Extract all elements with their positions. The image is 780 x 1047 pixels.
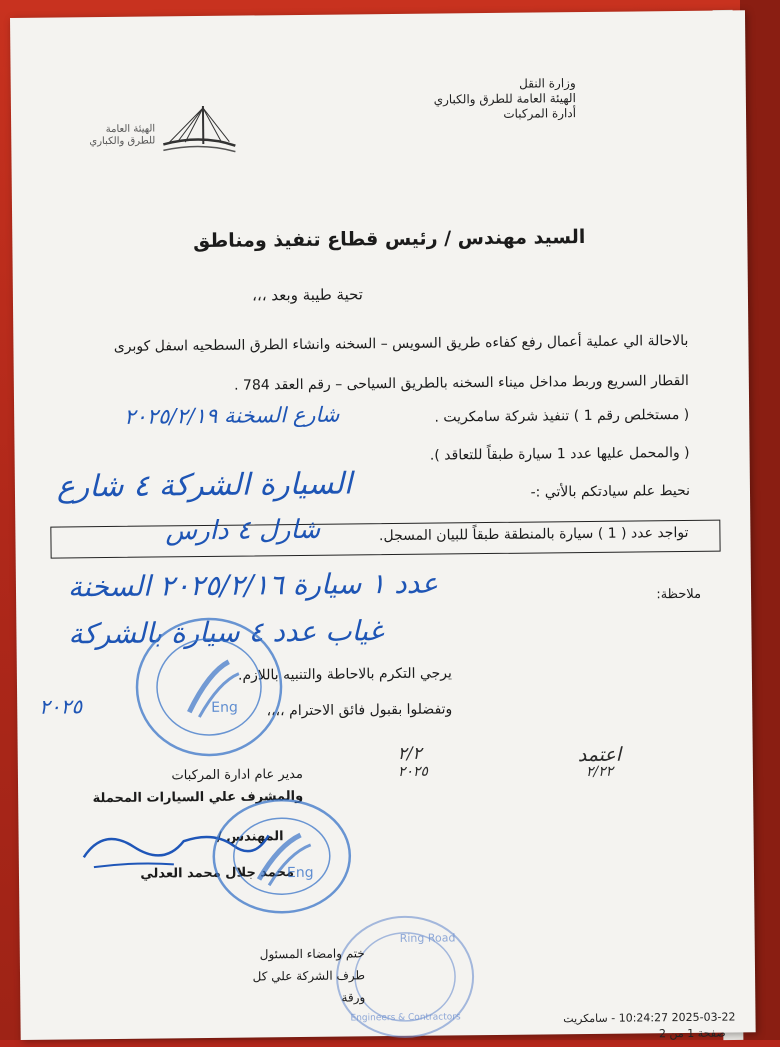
logo-text-line1: الهيئة العامة bbox=[59, 123, 155, 136]
closing-line: وتفضلوا بقبول فائق الاحترام ،،،، bbox=[267, 701, 453, 719]
handwritten-company-note: السيارة الشركة ٤ شارع bbox=[57, 466, 353, 504]
sig-title-1: مدير عام ادارة المركبات bbox=[171, 767, 303, 783]
document-page bbox=[10, 10, 756, 1040]
right-signature-approve: اعتمد bbox=[578, 744, 622, 766]
mid-signature-top: ٢/٢ bbox=[398, 744, 422, 764]
company-sig-line-3: ورقة bbox=[341, 990, 365, 1004]
sig-title-2: والمشرف علي السيارات المحملة bbox=[93, 789, 304, 806]
note-label: ملاحظة: bbox=[656, 587, 701, 602]
company-sig-line-1: ختم وامضاء المسئول bbox=[260, 946, 365, 961]
stamp-3-top-text: Ring Road bbox=[400, 931, 456, 945]
logo-caption bbox=[59, 123, 155, 148]
body-line-4: ( والمحمل عليها عدد 1 سيارة طبقاً للتعاقد ). bbox=[430, 445, 690, 464]
right-signature-date: ٢/٢٢ bbox=[586, 764, 613, 780]
request-line: يرجي التكرم بالاحاطة والتنبيه باللازم. bbox=[238, 665, 452, 683]
bridge-icon bbox=[163, 106, 235, 153]
boxed-text: تواجد عدد ( 1 ) سيارة بالمنطقة طبقاً للبيان المسجل. bbox=[379, 525, 689, 544]
greeting: تحية طيبة وبعد ،،، bbox=[252, 285, 363, 304]
body-line-1: بالاحالة الي عملية أعمال رفع كفاءه طريق السويس – السخنه وانشاء الطرق السطحيه اسفل كوبرى bbox=[114, 333, 689, 355]
logo-text-line2: للطرق والكباري bbox=[59, 135, 155, 148]
footer-timestamp: 2025-03-22 10:24:27 - سامكريت bbox=[563, 1010, 735, 1025]
body-line-5: نحيط علم سيادتكم بالأتي :- bbox=[530, 483, 690, 501]
header-line-authority: الهيئة العامة للطرق والكباري bbox=[434, 91, 576, 107]
company-sig-line-2: طرف الشركة علي كل bbox=[253, 968, 366, 983]
sig-name: محمد جلال محمد العدلي bbox=[140, 865, 294, 882]
footer-page-number: صفحة 1 من 2 bbox=[659, 1027, 726, 1041]
addressee: السيد مهندس / رئيس قطاع تنفيذ ومناطق bbox=[193, 226, 585, 252]
stamp-2-label: Eng bbox=[287, 865, 314, 881]
body-line-3: ( مستخلص رقم 1 ) تنفيذ شركة سامكريت . bbox=[434, 407, 689, 426]
handwritten-left-mark: ٢٠٢٥ bbox=[39, 694, 82, 718]
handwritten-note-1: عدد ١ سيارة ٢٠٢٥/٢/١٦ السخنة bbox=[68, 567, 438, 604]
blue-stamp-1 bbox=[128, 611, 290, 763]
header-line-department: أدارة المركبات bbox=[434, 106, 576, 122]
stamp-1-label: Eng bbox=[211, 700, 238, 716]
stamp-3-bottom-text: Engineers & Contractors bbox=[350, 1012, 461, 1023]
body-line-2: القطار السريع وربط مداخل ميناء السخنه بالطريق السياحى – رقم العقد 784 . bbox=[234, 373, 689, 394]
header-org bbox=[433, 76, 576, 122]
mid-signature-bottom: ٢٠٢٥ bbox=[398, 764, 428, 780]
sig-title-3: المهندس / bbox=[217, 829, 284, 845]
handwritten-date-note: شارع السخنة ٢٠٢٥/٢/١٩ bbox=[124, 403, 339, 429]
handwritten-note-2: غياب عدد ٤ سيارة بالشركة bbox=[68, 614, 383, 650]
handwritten-box-note: شارل ٤ دارس bbox=[165, 515, 320, 547]
header-line-ministry: وزارة النقل bbox=[433, 76, 575, 92]
blue-stamp-2 bbox=[206, 794, 357, 918]
